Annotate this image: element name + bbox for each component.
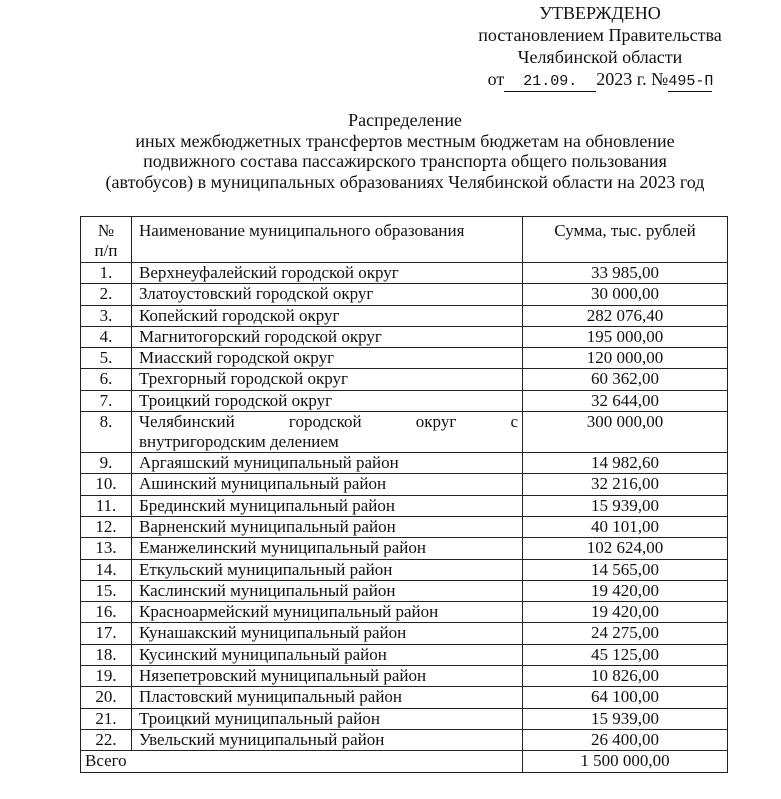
row-sum: 26 400,00 bbox=[523, 729, 728, 750]
row-sum: 102 624,00 bbox=[523, 538, 728, 559]
row-name: Еткульский муниципальный район bbox=[132, 559, 523, 580]
row-name: Магнитогорский городской округ bbox=[132, 326, 523, 347]
row-name: Пластовский муниципальный район bbox=[132, 687, 523, 708]
row-sum: 32 644,00 bbox=[523, 390, 728, 411]
row-num: 4. bbox=[81, 326, 132, 347]
approval-line-1: постановлением Правительства bbox=[478, 25, 722, 45]
row-num: 22. bbox=[81, 729, 132, 750]
row-name: Трехгорный городской округ bbox=[132, 369, 523, 390]
title-line-4: (автобусов) в муниципальных образованиях Челябинской области на 2023 год bbox=[105, 171, 705, 192]
table-row bbox=[81, 284, 728, 305]
row-num: 14. bbox=[81, 559, 132, 580]
row-num: 2. bbox=[81, 284, 132, 305]
row-sum: 30 000,00 bbox=[523, 284, 728, 305]
row-sum: 64 100,00 bbox=[523, 687, 728, 708]
table-row bbox=[81, 390, 728, 411]
row-num: 15. bbox=[81, 580, 132, 601]
table-row bbox=[81, 708, 728, 729]
table-row bbox=[81, 559, 728, 580]
row-name-line-1: Челябинский городской округ с bbox=[139, 412, 518, 432]
table-row bbox=[81, 412, 728, 453]
row-name: Верхнеуфалейский городской округ bbox=[132, 263, 523, 284]
title-line-2: иных межбюджетных трансфертов местным бюджетам на обновление bbox=[135, 130, 675, 151]
title-line-3: подвижного состава пассажирского транспорта общего пользования bbox=[143, 151, 667, 171]
row-num: 5. bbox=[81, 348, 132, 369]
table-row bbox=[81, 369, 728, 390]
row-num: 18. bbox=[81, 644, 132, 665]
document-title bbox=[80, 110, 730, 192]
table-row bbox=[81, 602, 728, 623]
row-num: 11. bbox=[81, 495, 132, 516]
row-name: Копейский городской округ bbox=[132, 305, 523, 326]
title-line-1: Распределение bbox=[348, 110, 462, 130]
row-name: Кусинский муниципальный район bbox=[132, 644, 523, 665]
header-name: Наименование муниципального образования bbox=[132, 217, 523, 263]
row-num: 3. bbox=[81, 305, 132, 326]
approval-stamp bbox=[450, 2, 750, 92]
table-row bbox=[81, 666, 728, 687]
row-sum: 45 125,00 bbox=[523, 644, 728, 665]
row-num: 20. bbox=[81, 687, 132, 708]
row-num: 17. bbox=[81, 623, 132, 644]
table-row bbox=[81, 453, 728, 474]
table-row bbox=[81, 623, 728, 644]
approval-line-2: Челябинской области bbox=[517, 47, 683, 67]
row-name: Троицкий муниципальный район bbox=[132, 708, 523, 729]
table-row bbox=[81, 516, 728, 537]
row-name bbox=[132, 412, 523, 453]
row-num: 13. bbox=[81, 538, 132, 559]
table-row bbox=[81, 687, 728, 708]
table-row bbox=[81, 348, 728, 369]
row-sum: 19 420,00 bbox=[523, 580, 728, 601]
row-name: Брединский муниципальный район bbox=[132, 495, 523, 516]
row-sum: 300 000,00 bbox=[523, 412, 728, 453]
row-num: 6. bbox=[81, 369, 132, 390]
table-row bbox=[81, 474, 728, 495]
table-row bbox=[81, 580, 728, 601]
header-num-line-1: № bbox=[97, 221, 115, 240]
row-name: Троицкий городской округ bbox=[132, 390, 523, 411]
row-sum: 15 939,00 bbox=[523, 708, 728, 729]
row-sum: 19 420,00 bbox=[523, 602, 728, 623]
from-prefix: от bbox=[487, 69, 505, 89]
row-num: 7. bbox=[81, 390, 132, 411]
row-sum: 120 000,00 bbox=[523, 348, 728, 369]
approval-date: 21.09. bbox=[504, 73, 596, 92]
row-name: Ашинский муниципальный район bbox=[132, 474, 523, 495]
row-name: Кунашакский муниципальный район bbox=[132, 623, 523, 644]
distribution-table bbox=[80, 216, 728, 773]
header-num bbox=[81, 217, 132, 263]
row-sum: 10 826,00 bbox=[523, 666, 728, 687]
table-row bbox=[81, 263, 728, 284]
row-sum: 282 076,40 bbox=[523, 305, 728, 326]
total-sum: 1 500 000,00 bbox=[523, 751, 728, 772]
row-num: 19. bbox=[81, 666, 132, 687]
table-row bbox=[81, 326, 728, 347]
row-sum: 60 362,00 bbox=[523, 369, 728, 390]
row-name-line-2: внутригородским делением bbox=[139, 432, 339, 452]
row-sum: 33 985,00 bbox=[523, 263, 728, 284]
table-row bbox=[81, 644, 728, 665]
row-num: 10. bbox=[81, 474, 132, 495]
table-row bbox=[81, 495, 728, 516]
row-sum: 40 101,00 bbox=[523, 516, 728, 537]
total-label: Всего bbox=[81, 751, 523, 772]
row-sum: 32 216,00 bbox=[523, 474, 728, 495]
header-num-line-2: п/п bbox=[94, 241, 118, 260]
header-sum: Сумма, тыс. рублей bbox=[523, 217, 728, 263]
approval-number: 495-П bbox=[668, 73, 714, 90]
row-sum: 14 982,60 bbox=[523, 453, 728, 474]
row-sum: 195 000,00 bbox=[523, 326, 728, 347]
row-name: Златоустовский городской округ bbox=[132, 284, 523, 305]
row-num: 8. bbox=[81, 412, 132, 453]
table-row bbox=[81, 305, 728, 326]
row-name: Еманжелинский муниципальный район bbox=[132, 538, 523, 559]
row-num: 12. bbox=[81, 516, 132, 537]
row-name: Нязепетровский муниципальный район bbox=[132, 666, 523, 687]
row-name: Аргаяшский муниципальный район bbox=[132, 453, 523, 474]
row-num: 1. bbox=[81, 263, 132, 284]
row-name: Каслинский муниципальный район bbox=[132, 580, 523, 601]
table-total-row bbox=[81, 751, 728, 772]
approval-heading: УТВЕРЖДЕНО bbox=[539, 3, 661, 23]
table-header bbox=[81, 217, 728, 263]
row-num: 21. bbox=[81, 708, 132, 729]
table-row bbox=[81, 729, 728, 750]
row-name: Увельский муниципальный район bbox=[132, 729, 523, 750]
row-name: Варненский муниципальный район bbox=[132, 516, 523, 537]
year-text: 2023 г. № bbox=[596, 69, 669, 89]
approval-date-line bbox=[450, 68, 750, 92]
row-sum: 24 275,00 bbox=[523, 623, 728, 644]
row-sum: 14 565,00 bbox=[523, 559, 728, 580]
row-num: 16. bbox=[81, 602, 132, 623]
row-name: Красноармейский муниципальный район bbox=[132, 602, 523, 623]
table-row bbox=[81, 538, 728, 559]
row-sum: 15 939,00 bbox=[523, 495, 728, 516]
row-num: 9. bbox=[81, 453, 132, 474]
row-name: Миасский городской округ bbox=[132, 348, 523, 369]
